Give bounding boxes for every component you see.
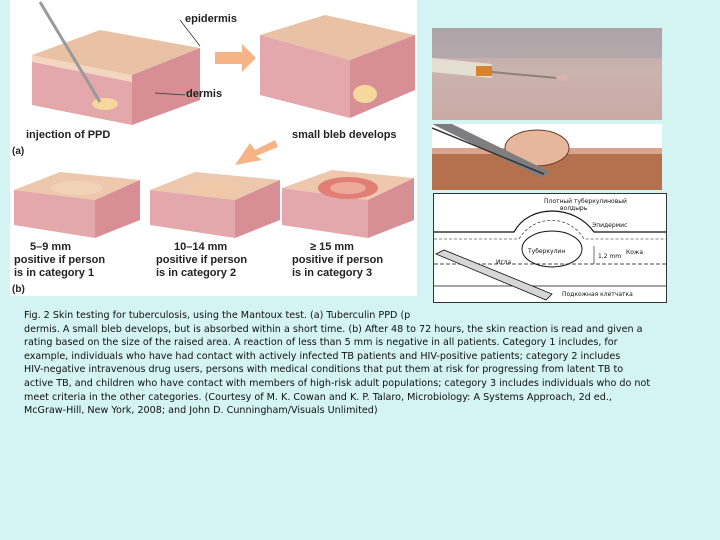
caption-line: McGraw-Hill, New York, 2008; and John D. Cunningham/Visuals Unlimited) [24, 405, 378, 417]
depth-ru-label: 1,2 mm [598, 253, 622, 260]
skin-ru-label: Кожа [626, 249, 644, 256]
skin-block-5-9 [14, 172, 140, 238]
mantoux-figure [10, 0, 417, 296]
result-2-size: 10–14 mm [174, 241, 228, 253]
arrow-down-left-icon [235, 140, 278, 165]
result-1-line2: positive if person [14, 254, 106, 266]
caption-line: dermis. A small bleb develops, but is absorbed within a short time. (b) After 48 to 72 hours, the skin reaction is read and given a [24, 323, 643, 335]
arrow-right-icon [215, 44, 256, 72]
caption-line: HIV-negative intravenous drug users, persons with medical conditions that put them at risk for progressing from latent TB to [24, 364, 624, 376]
caption-line: rating based on the size of the raised area. A reaction of less than 5 mm is negative in all patients. Category 1 includes, for [24, 337, 618, 349]
caption-line: Fig. 2 Skin testing for tuberculosis, using the Mantoux test. (a) Tuberculin PPD (p [24, 310, 411, 321]
dermis-label: dermis [186, 88, 223, 100]
result-1-line3: is in category 1 [14, 267, 95, 279]
bleb-label: small bleb develops [292, 129, 397, 141]
skin-block-15 [282, 170, 414, 238]
tuberculin-diagram [433, 193, 667, 303]
result-2-line3: is in category 2 [156, 267, 237, 279]
skin-block-10-14 [150, 172, 280, 238]
figure-caption [24, 309, 714, 418]
caption-line: active TB, and children who have contact with members of high-risk adult populations; category 3 includes individuals who do not [24, 377, 651, 389]
result-1-size: 5–9 mm [30, 241, 71, 253]
tuberculin-ru-label: Туберкулин [528, 248, 566, 255]
bleb-ru-label-2: волдырь [560, 205, 588, 212]
injection-label: injection of PPD [26, 129, 111, 141]
panel-b-letter: (b) [12, 284, 25, 295]
result-3-line3: is in category 3 [292, 267, 373, 279]
syringe-photo [432, 28, 662, 120]
result-2-line2: positive if person [156, 254, 248, 266]
skin-block-bleb [260, 15, 415, 118]
epidermis-label: epidermis [185, 13, 237, 25]
caption-line: meet criteria in the other categories. (Courtesy of M. K. Cowan and K. P. Talaro, Microbiology: A Systems Approach, 2d ed., [24, 391, 612, 403]
skin-cross-section [432, 124, 662, 190]
bleb-ru-label: Плотный туберкулиновый [544, 198, 627, 205]
subcutis-ru-label: Подкожная клетчатка [562, 291, 633, 298]
epidermis-ru-label: Эпидермис [592, 222, 628, 229]
skin-block-injection [32, 2, 200, 125]
caption-line: example, individuals who have had contact with actively infected TB patients and HIV-positive patients; category 2 includes [24, 350, 621, 362]
needle-ru-label: Игла [496, 259, 512, 266]
result-3-line2: positive if person [292, 254, 384, 266]
panel-a-letter: (a) [12, 146, 25, 157]
result-3-size: ≥ 15 mm [310, 241, 354, 253]
